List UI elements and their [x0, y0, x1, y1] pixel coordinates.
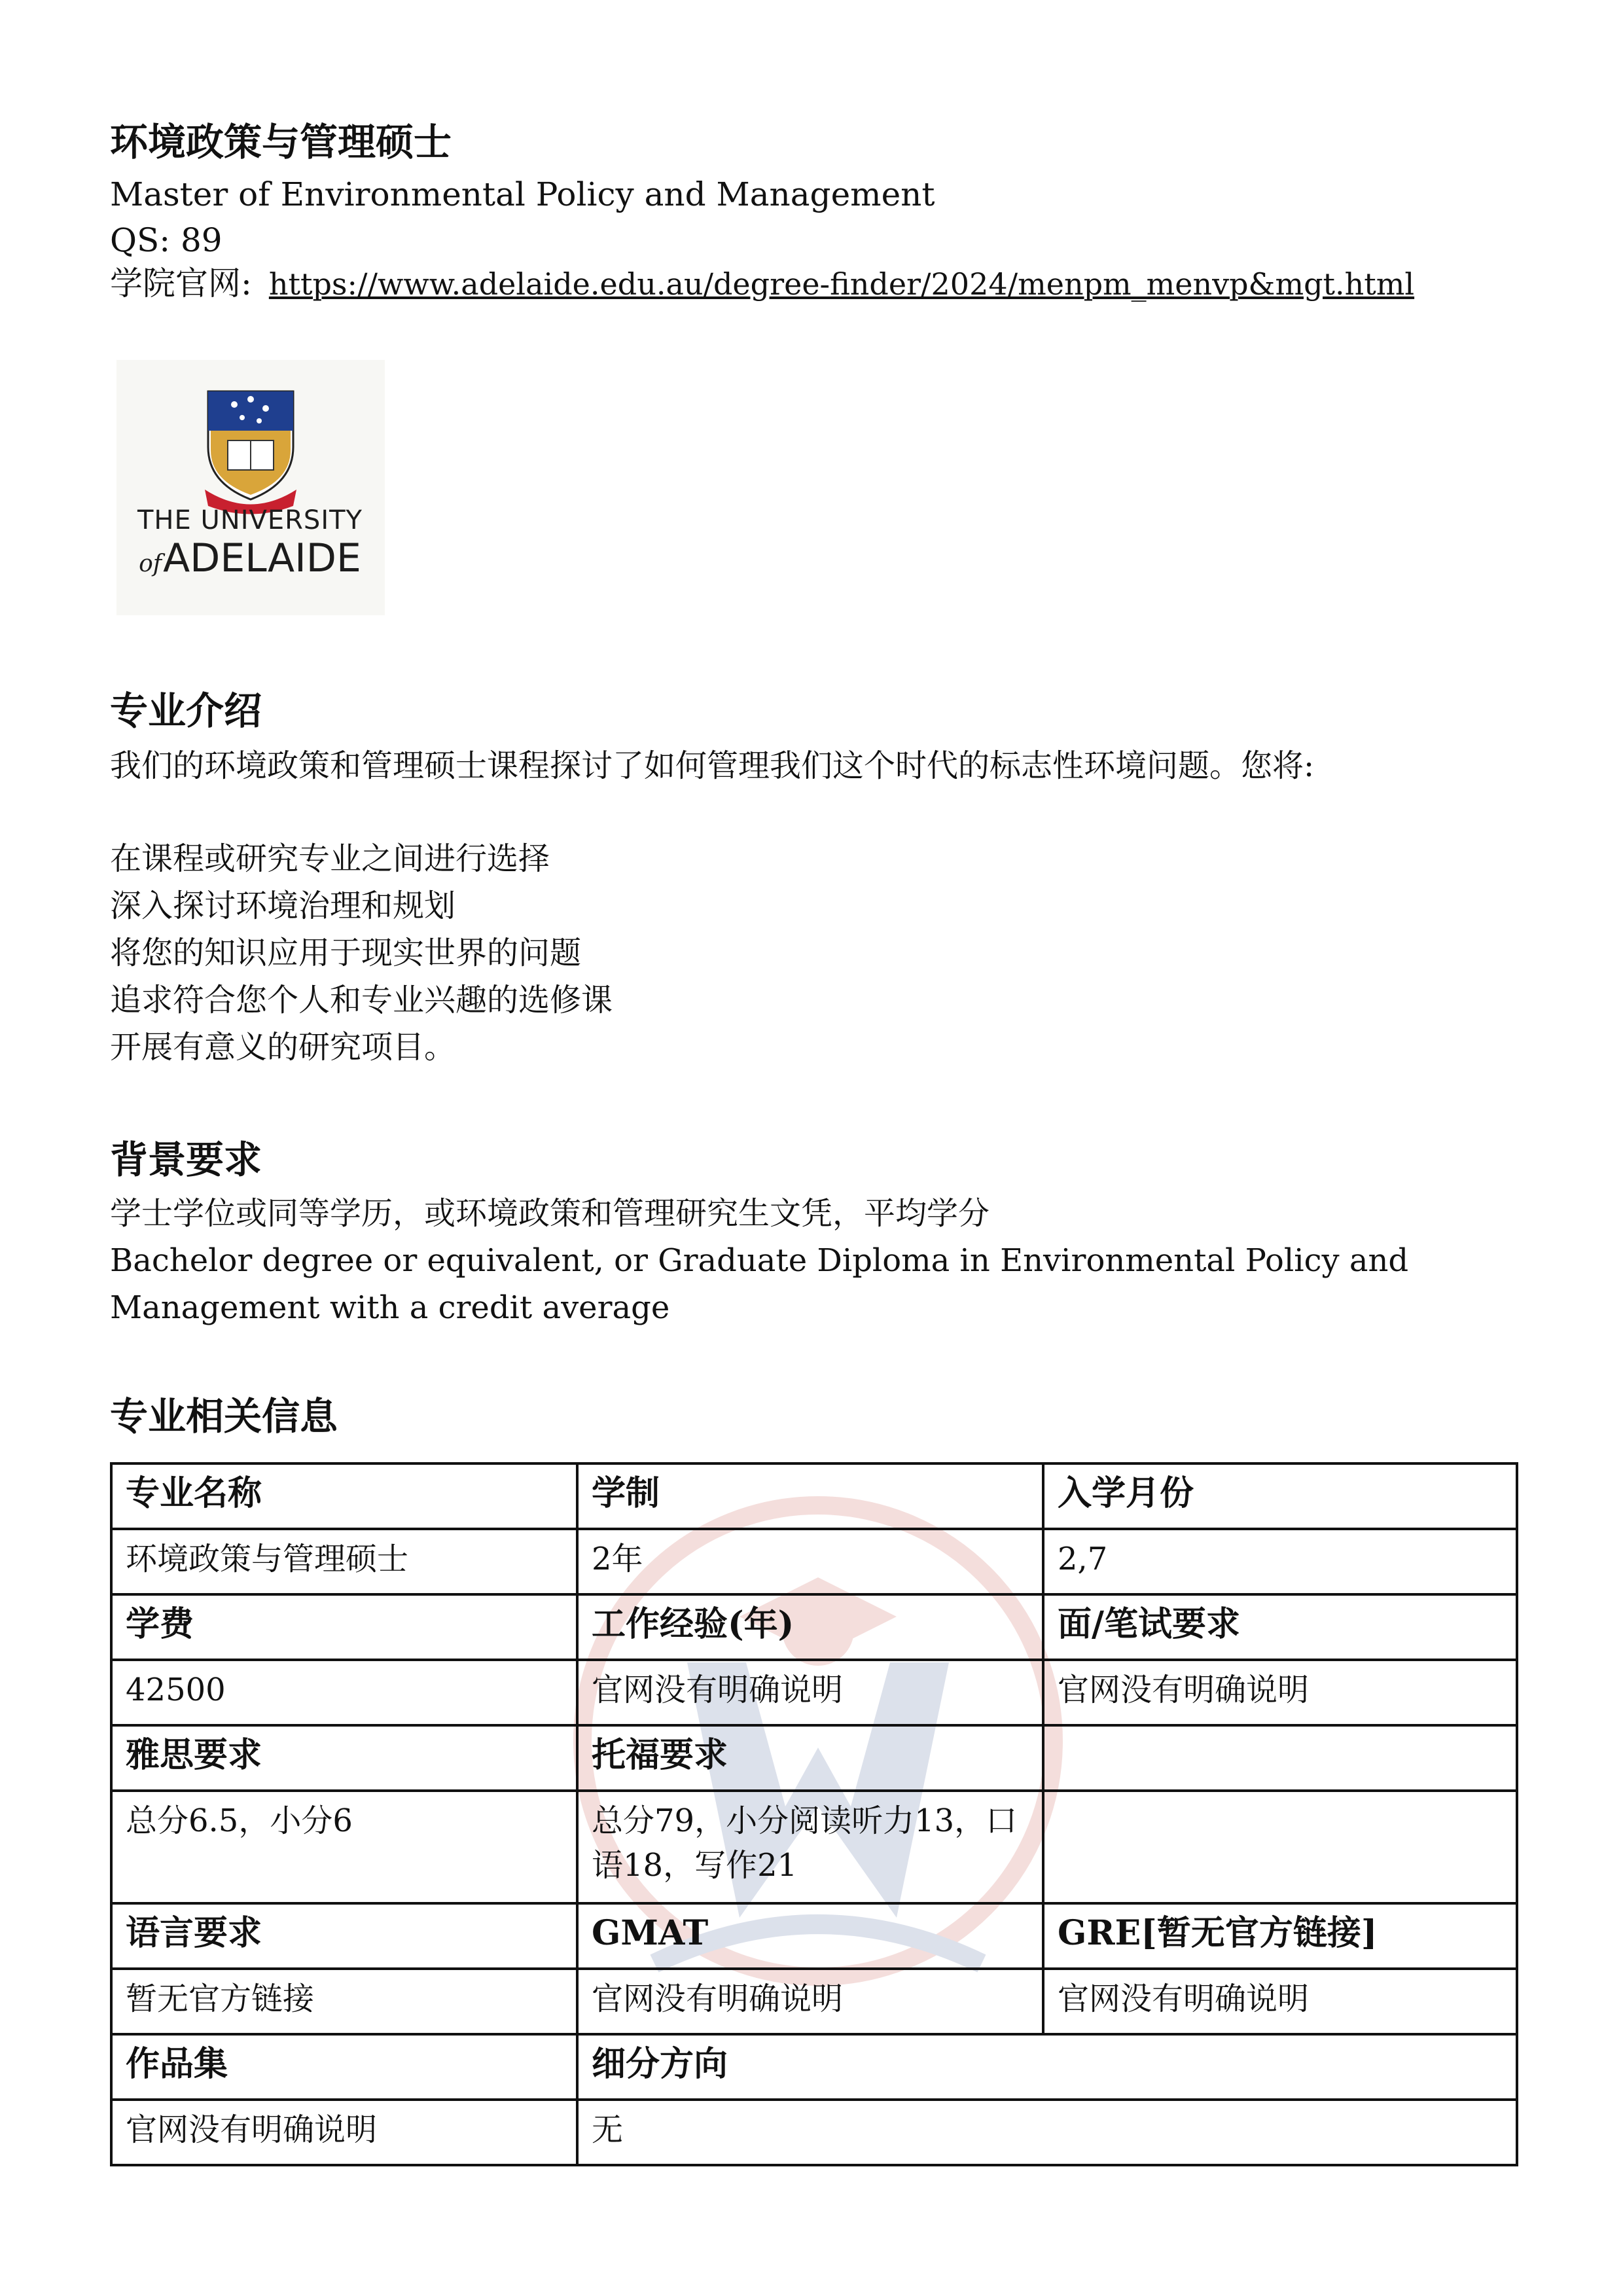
value-cell-tuition: 42500: [111, 1660, 577, 1725]
table-row: [111, 1791, 1517, 1903]
program-english-name: Master of Environmental Policy and Management: [110, 175, 935, 213]
intro-item-4: 追求符合您个人和专业兴趣的选修课: [110, 982, 613, 1018]
header-cell-toefl: 托福要求: [577, 1725, 1043, 1791]
background-en-line2: Management with a credit average: [110, 1289, 670, 1326]
background-en-line1: Bachelor degree or equivalent, or Graduate Diploma in Environmental Policy and: [110, 1242, 1409, 1279]
value-cell-interview: 官网没有明确说明: [1043, 1660, 1517, 1725]
table-row: [111, 1463, 1517, 1529]
value-cell-program-name: 环境政策与管理硕士: [111, 1529, 577, 1594]
toefl-line2: 语18，写作21: [592, 1847, 798, 1884]
table-row: [111, 1594, 1517, 1660]
table-row: [111, 1903, 1517, 1969]
intro-lead: 我们的环境政策和管理硕士课程探讨了如何管理我们这个时代的标志性环境问题。您将:: [110, 747, 1315, 784]
website-row: [110, 260, 1414, 307]
qs-ranking: QS: 89: [110, 221, 223, 259]
background-zh: 学士学位或同等学历，或环境政策和管理研究生文凭，平均学分: [110, 1195, 990, 1232]
header-cell-gre: GRE[暂无官方链接]: [1043, 1903, 1517, 1969]
table-row: [111, 1725, 1517, 1791]
background-heading: 背景要求: [110, 1138, 262, 1182]
university-logo: [116, 360, 385, 615]
table-row: [111, 2100, 1517, 2165]
university-name-line1: THE UNIVERSITY: [137, 505, 363, 535]
value-cell-portfolio: 官网没有明确说明: [111, 2100, 577, 2165]
university-crest-icon: [202, 385, 300, 516]
program-title: 环境政策与管理硕士: [110, 120, 452, 164]
value-cell-gre: 官网没有明确说明: [1043, 1969, 1517, 2034]
header-cell-intake: 入学月份: [1043, 1463, 1517, 1529]
university-name-adelaide: ADELAIDE: [163, 535, 361, 581]
value-cell-toefl: [577, 1791, 1043, 1903]
value-cell-duration: 2年: [577, 1529, 1043, 1594]
value-cell-specialization: 无: [577, 2100, 1517, 2165]
website-link[interactable]: https://www.adelaide.edu.au/degree-finder/2024/menpm_menvp&mgt.html: [268, 266, 1415, 302]
header-cell-interview: 面/笔试要求: [1043, 1594, 1517, 1660]
info-heading: 专业相关信息: [110, 1394, 338, 1439]
value-cell-ielts: 总分6.5，小分6: [111, 1791, 577, 1903]
header-cell-duration: 学制: [577, 1463, 1043, 1529]
header-cell-language: 语言要求: [111, 1903, 577, 1969]
table-row: [111, 1969, 1517, 2034]
table-row: [111, 1529, 1517, 1594]
intro-item-5: 开展有意义的研究项目。: [110, 1029, 456, 1066]
header-cell-program-name: 专业名称: [111, 1463, 577, 1529]
header-cell-empty: [1043, 1725, 1517, 1791]
header-cell-portfolio: 作品集: [111, 2034, 577, 2100]
intro-item-1: 在课程或研究专业之间进行选择: [110, 840, 550, 877]
value-cell-empty: [1043, 1791, 1517, 1903]
university-name-line2: [126, 535, 374, 581]
website-label: 学院官网:: [110, 264, 252, 302]
intro-heading: 专业介绍: [110, 689, 262, 733]
intro-item-3: 将您的知识应用于现实世界的问题: [110, 935, 582, 971]
value-cell-intake: 2,7: [1043, 1529, 1517, 1594]
header-cell-ielts: 雅思要求: [111, 1725, 577, 1791]
program-info-table: [110, 1462, 1518, 2166]
university-name-of: of: [139, 550, 162, 577]
table-row: [111, 1660, 1517, 1725]
header-cell-specialization: 细分方向: [577, 2034, 1517, 2100]
value-cell-work-experience: 官网没有明确说明: [577, 1660, 1043, 1725]
toefl-line1: 总分79，小分阅读听力13，口: [592, 1803, 1018, 1839]
value-cell-gmat: 官网没有明确说明: [577, 1969, 1043, 2034]
header-cell-gmat: GMAT: [577, 1903, 1043, 1969]
table-row: [111, 2034, 1517, 2100]
intro-item-2: 深入探讨环境治理和规划: [110, 888, 456, 924]
header-cell-tuition: 学费: [111, 1594, 577, 1660]
header-cell-work-experience: 工作经验(年): [577, 1594, 1043, 1660]
value-cell-language: 暂无官方链接: [111, 1969, 577, 2034]
